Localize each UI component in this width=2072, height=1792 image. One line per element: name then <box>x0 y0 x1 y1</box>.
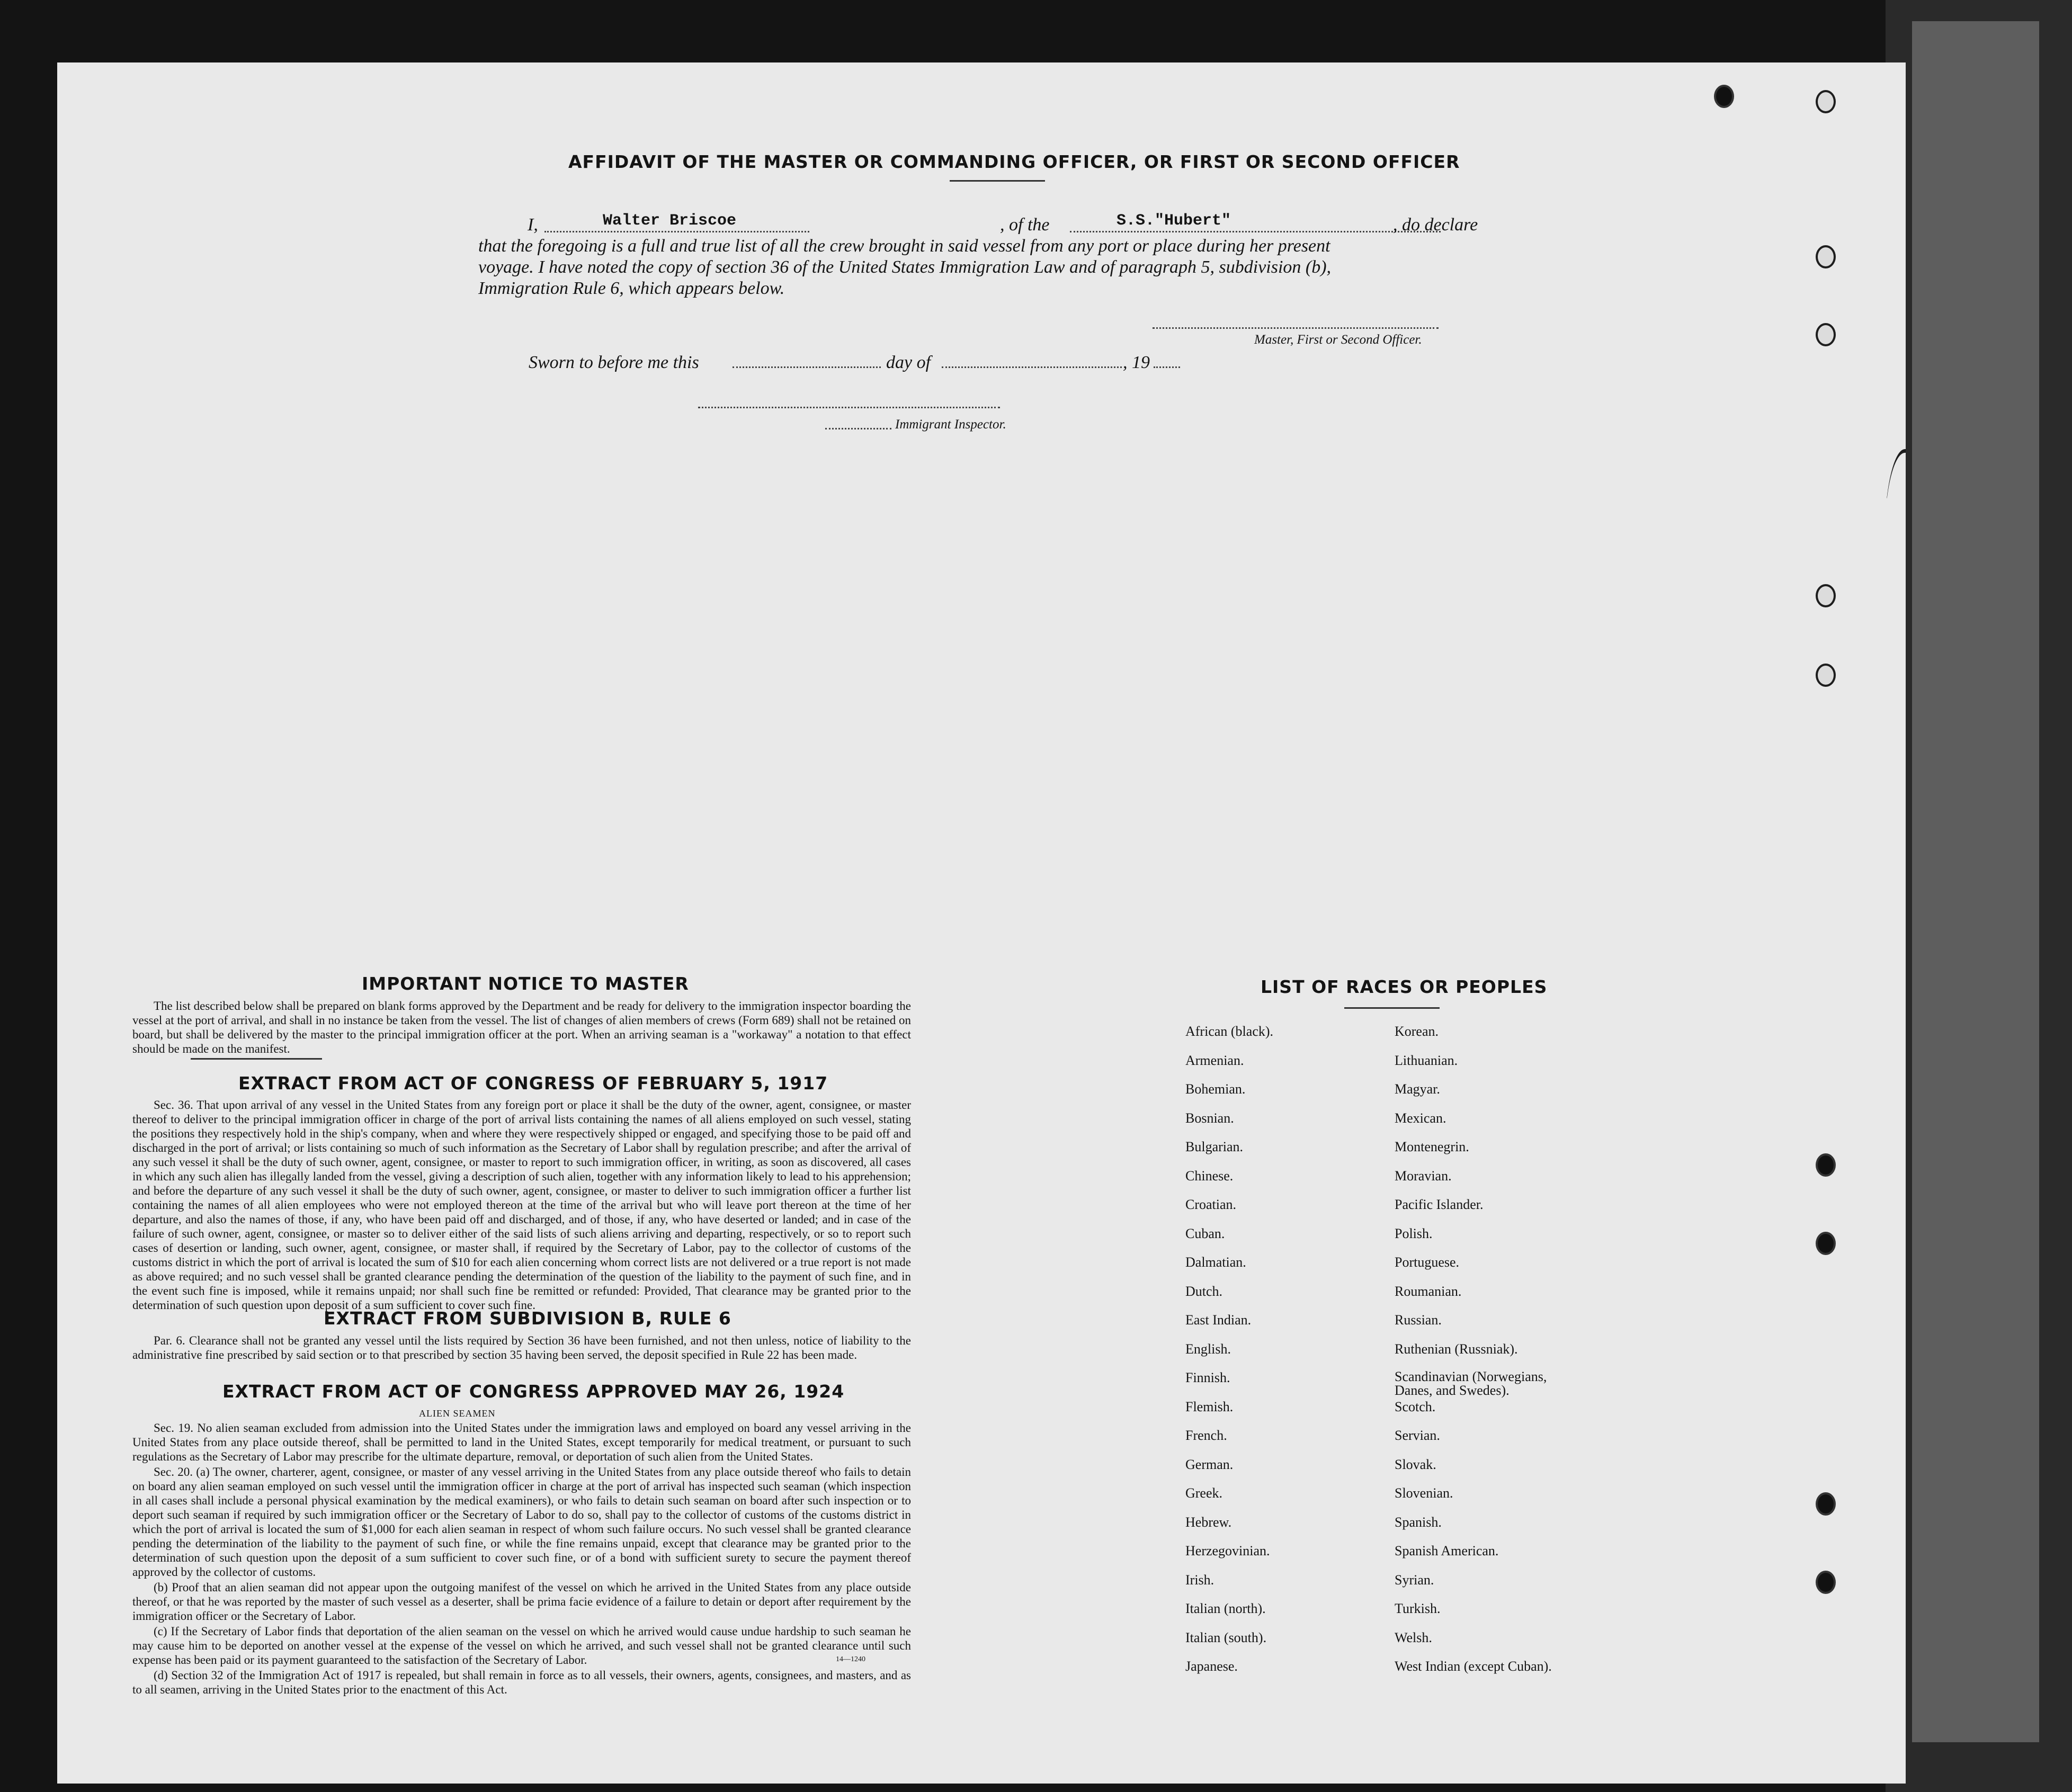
rule6-text: Par. 6. Clearance shall not be granted any vessel until the lists required by Section 36 have been furnished, and not then unless, notice of liability to the administrative fine prescribed by said section or to that prescribed by section 35 having been served, the deposit specified in Rule 22 has been made. <box>132 1334 911 1361</box>
binder-hole-icon <box>1714 85 1734 108</box>
race-item: Moravian. <box>1395 1168 1452 1184</box>
binder-hole-icon <box>1816 1571 1836 1594</box>
races-right-column <box>1395 1024 1638 1688</box>
sworn-day-line <box>733 366 881 368</box>
race-item: Scotch. <box>1395 1399 1436 1414</box>
signature-caption: Master, First or Second Officer. <box>1254 333 1422 347</box>
race-item: Roumanian. <box>1395 1283 1462 1299</box>
race-item: African (black). <box>1185 1024 1274 1039</box>
race-item: Welsh. <box>1395 1629 1432 1645</box>
race-item: Mexican. <box>1395 1110 1446 1126</box>
affidavit-line-3: voyage. I have noted the copy of section 36 of the United States Immigration Law and of paragraph 5, subdivision (b), <box>478 257 1332 277</box>
inspector-signature-line <box>698 407 1000 408</box>
affidavit-i: I, <box>528 215 538 235</box>
race-item: Bosnian. <box>1185 1110 1234 1126</box>
master-name: Walter Briscoe <box>603 212 737 230</box>
sworn-label: Sworn to before me this <box>529 353 699 372</box>
affidavit-line-4: Immigration Rule 6, which appears below. <box>478 279 785 298</box>
section-20c: (c) If the Secretary of Labor finds that deportation of the alien seaman on the vessel on which he arrived would cause undue hardship to such seaman he may cause him to be deported on another vessel at the expense of the vessel on which he arrived, and such vessel shall not be granted clearance until such expense has been paid or its payment guaranteed to the satisfaction of the Secretary of Labor. <box>132 1625 911 1666</box>
race-item: Ruthenian (Russniak). <box>1395 1341 1518 1357</box>
rule6-body <box>132 1333 911 1363</box>
handwritten-mark <box>1885 449 1906 675</box>
extract-1924-title: EXTRACT FROM ACT OF CONGRESS APPROVED MAY 26, 1924 <box>222 1381 845 1402</box>
race-item: Slovak. <box>1395 1456 1436 1472</box>
section-19: Sec. 19. No alien seaman excluded from admission into the United States under the immigration laws and employed on board any vessel arriving in the United States from any place outside thereof, shall be permitted to land in the United States, except temporarily for medical treatment, or pursuant to such regulations as the Secretary of Labor may prescribe for the ultimate departure, removal, or deportation of such alien from the United States. <box>132 1421 911 1463</box>
race-item: Spanish American. <box>1395 1543 1499 1558</box>
extract-1924-body <box>132 1421 911 1698</box>
race-item: Japanese. <box>1185 1659 1238 1674</box>
adjacent-page-edge <box>1912 21 2039 1742</box>
notice-body <box>132 999 911 1057</box>
inspector-caption: Immigrant Inspector. <box>895 417 1006 432</box>
race-item: Servian. <box>1395 1428 1440 1443</box>
affidavit-do-declare: , do declare <box>1393 215 1478 235</box>
race-item: Bulgarian. <box>1185 1139 1244 1154</box>
sworn-month-line <box>942 366 1122 368</box>
races-left-column <box>1185 1024 1408 1688</box>
notice-title: IMPORTANT NOTICE TO MASTER <box>362 973 689 994</box>
race-item: Spanish. <box>1395 1514 1442 1530</box>
race-item: Cuban. <box>1185 1225 1225 1241</box>
race-item: Polish. <box>1395 1225 1433 1241</box>
binder-hole-icon <box>1816 1492 1836 1516</box>
extract-1917-title: EXTRACT FROM ACT OF CONGRESS OF FEBRUARY 5, 1917 <box>238 1073 828 1094</box>
race-item: Dalmatian. <box>1185 1255 1246 1270</box>
rule6-title: EXTRACT FROM SUBDIVISION B, RULE 6 <box>324 1308 731 1329</box>
affidavit-of-the: , of the <box>1000 215 1050 235</box>
binder-hole-icon <box>1816 90 1836 113</box>
manifest-page <box>57 62 1906 1784</box>
race-item: Scandinavian (Norwegians, Danes, and Swedes). <box>1395 1369 1547 1398</box>
vessel-name: S.S."Hubert" <box>1117 212 1231 230</box>
form-number: 14—1240 <box>836 1655 865 1663</box>
alien-seamen-subtitle: ALIEN SEAMEN <box>419 1408 496 1419</box>
race-item: English. <box>1185 1341 1231 1357</box>
section-20b: (b) Proof that an alien seaman did not appear upon the outgoing manifest of the vessel on which he arrived in the United States from any place outside thereof, or that he was reported by the master of such vessel as a deserter, shall be prima facie evidence of a failure to detain or deport after requirement by the immigration officer or the Secretary of Labor. <box>132 1581 911 1623</box>
binder-hole-icon <box>1816 664 1836 687</box>
race-item: Bohemian. <box>1185 1081 1246 1097</box>
race-item: Italian (south). <box>1185 1629 1267 1645</box>
affidavit-line-2: that the foregoing is a full and true list of all the crew brought in said vessel from any port or place during her present <box>478 236 1330 256</box>
sworn-year-line <box>1154 366 1180 368</box>
master-name-line <box>544 231 809 232</box>
section-20d: (d) Section 32 of the Immigration Act of 1917 is repealed, but shall remain in force as to all vessels, their owners, agents, consignees, and masters, and as to all seamen, arriving in the United States prior to the enactment of this Act. <box>132 1669 911 1696</box>
race-item: Finnish. <box>1185 1370 1230 1385</box>
race-item: Hebrew. <box>1185 1514 1232 1530</box>
signature-line <box>1153 327 1439 329</box>
race-item: Lithuanian. <box>1395 1052 1458 1068</box>
day-of-label: day of <box>886 353 931 372</box>
affidavit-title: AFFIDAVIT OF THE MASTER OR COMMANDING OFFICER, OR FIRST OR SECOND OFFICER <box>568 151 1460 172</box>
binder-hole-icon <box>1816 1153 1836 1177</box>
race-item: Greek. <box>1185 1485 1223 1501</box>
bleed-through-column <box>1318 428 1327 520</box>
races-title: LIST OF RACES OR PEOPLES <box>1261 976 1548 997</box>
race-item: West Indian (except Cuban). <box>1395 1659 1552 1674</box>
race-item: Pacific Islander. <box>1395 1197 1484 1212</box>
race-item: Croatian. <box>1185 1197 1237 1212</box>
race-item: Slovenian. <box>1395 1485 1453 1501</box>
extract-1917-text: Sec. 36. That upon arrival of any vessel in the United States from any foreign port or place it shall be the duty of the owner, agent, consignee, or master thereof to deliver to the principal immigration officer in charge of the port of arrival lists containing the names of all aliens employed on such vessel, stating the positions they respectively hold in the ship's company, when and where they were respectively shipped or engaged, and specifying those to be paid off and discharged in the port of arrival; or lists containing so much of such information as the Secretary of Labor shall by regulation prescribe; and after the arrival of any such vessel it shall be the duty of such owner, agent, consignee, or master to report to such immigration officer, in writing, as soon as discovered, all cases in which any such alien has illegally landed from the vessel, giving a description of such alien, together with any information likely to lead to his apprehension; and before the departure of any such vessel it shall be the duty of such owner, agent, consignee, or master to deliver to such immigration officer a further list containing the names of all alien employees who were not employed thereon at the time of the arrival but who will leave port thereon at the time of her departure, and also the names of those, if any, who have been paid off and discharged, and of those, if any, who have deserted or landed; and in case of the failure of such owner, agent, consignee, or master so to deliver either of the said lists of such aliens arriving and departing, respectively, or so to report such cases of desertion or landing, such owner, agent, consignee, or master shall, if required by the Secretary of Labor, pay to the collector of customs of the customs district in which the port of arrival is located the sum of $10 for each alien concerning whom correct lists are not delivered or a true report is not made as above required; and no such vessel shall be granted clearance pending the determination of the question of the liability to the payment of such fine, and in the event such fine is imposed, while it remains unpaid; nor shall such fine be remitted or refunded: Provided, That clearance may be granted prior to the determination of such question upon deposit of a sum sufficient to cover such fine. <box>132 1098 911 1312</box>
race-item: Italian (north). <box>1185 1601 1266 1616</box>
race-item: German. <box>1185 1456 1234 1472</box>
title-divider <box>950 180 1045 182</box>
race-item: Chinese. <box>1185 1168 1234 1184</box>
binder-hole-icon <box>1816 1232 1836 1255</box>
race-item: East Indian. <box>1185 1312 1252 1328</box>
notice-text: The list described below shall be prepared on blank forms approved by the Department and be ready for delivery to the immigration inspector boarding the vessel at the port of arrival, and shall in no instance be taken from the vessel. The list of changes of alien members of crews (Form 689) shall not be retained on board, but shall be delivered by the master to the principal immigration officer at the port. When an arriving seaman is a "workaway" a notation to that effect should be made on the manifest. <box>132 999 911 1055</box>
race-item: Portuguese. <box>1395 1255 1460 1270</box>
vessel-line <box>1070 231 1441 232</box>
extract-1917-body <box>132 1098 911 1313</box>
race-item: Dutch. <box>1185 1283 1223 1299</box>
race-item: Russian. <box>1395 1312 1442 1328</box>
year-label: , 19 <box>1123 353 1150 372</box>
inspector-sub-line <box>825 428 891 429</box>
section-20a: Sec. 20. (a) The owner, charterer, agent, consignee, or master of any vessel arriving in the United States from any place outside thereof who fails to detain on board any alien seaman employed on such vessel until the immigration officer in charge at the port of arrival has inspected such seaman (which inspection in all cases shall include a personal physical examination by the medical examiners), or who fails to detain such seaman on board after such inspection or to deport such seaman if required by such immigration officer or the Secretary of Labor to do so, shall pay to the collector of customs of the customs district in which the port of arrival is located the sum of $1,000 for each alien seaman in respect of whom such failure occurs. No such vessel shall be granted clearance pending the determination of the liability to the payment of such fine, or while the fine remains unpaid, except that clearance may be granted prior to the determination of such question upon the deposit of a sum sufficient to cover such fine, or of a bond with sufficient surety to secure the payment thereof approved by the collector of customs. <box>132 1465 911 1579</box>
binder-hole-icon <box>1816 584 1836 607</box>
binder-hole-icon <box>1816 323 1836 346</box>
race-item: Herzegovinian. <box>1185 1543 1270 1558</box>
race-item: Korean. <box>1395 1024 1439 1039</box>
race-item: Flemish. <box>1185 1399 1234 1414</box>
race-item: Montenegrin. <box>1395 1139 1469 1154</box>
race-item: Syrian. <box>1395 1572 1434 1588</box>
race-item: French. <box>1185 1428 1227 1443</box>
races-divider <box>1344 1007 1440 1009</box>
race-item: Armenian. <box>1185 1052 1244 1068</box>
notice-divider <box>191 1058 322 1060</box>
race-item: Turkish. <box>1395 1601 1441 1616</box>
binder-hole-icon <box>1816 245 1836 268</box>
race-item: Magyar. <box>1395 1081 1440 1097</box>
race-item: Irish. <box>1185 1572 1214 1588</box>
